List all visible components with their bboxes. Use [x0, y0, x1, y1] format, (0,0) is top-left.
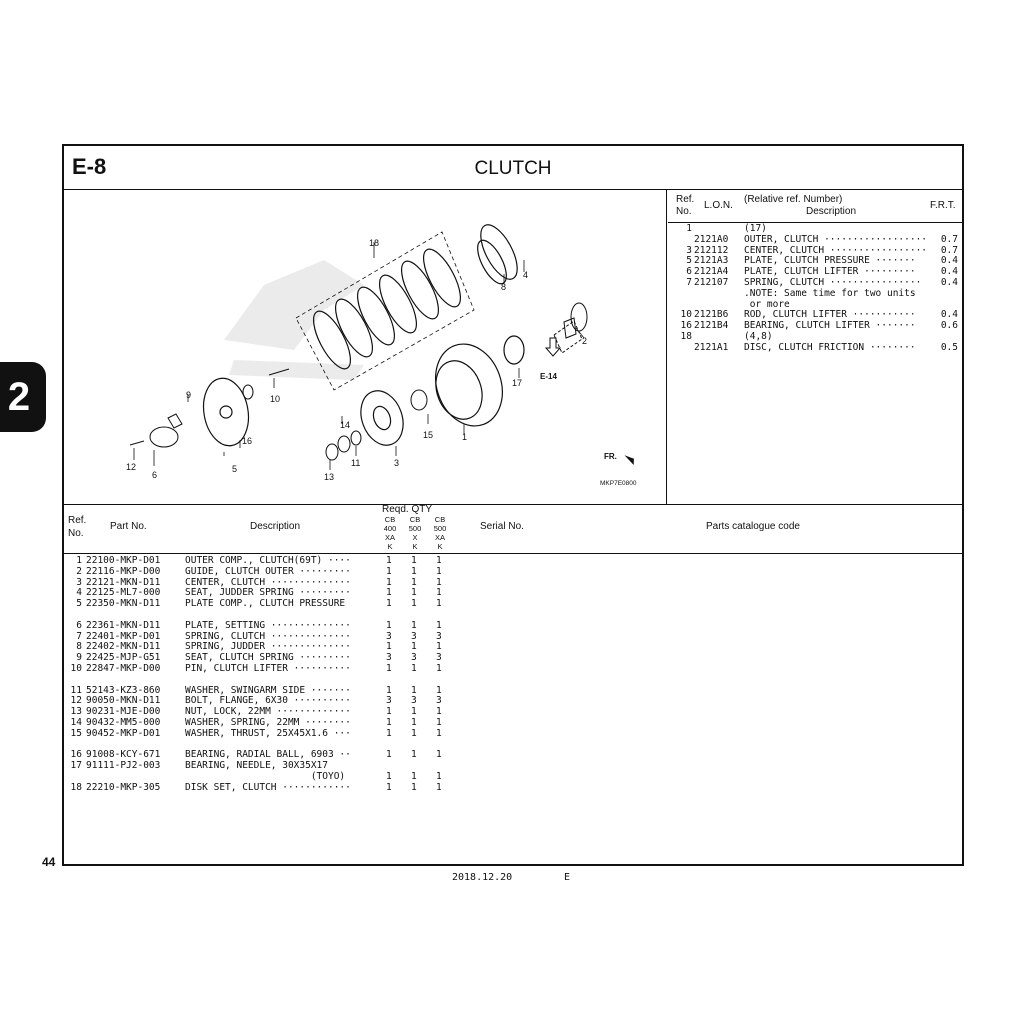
judder-spring-seat: [472, 219, 525, 287]
row-part-no: 22100-MKP-D01: [86, 555, 161, 566]
row-description: GUIDE, CLUTCH OUTER ·········: [185, 565, 351, 577]
parts-header-no: No.: [68, 528, 84, 539]
row-ref: 9: [76, 652, 82, 664]
exploded-diagram: [64, 190, 666, 504]
row-description: PIN, CLUTCH LIFTER ··········: [185, 663, 351, 674]
ref-arrow-e14: [546, 338, 560, 356]
row-qty-2: 1: [411, 684, 417, 696]
row-qty-3: 1: [436, 781, 442, 793]
footer-edition: E: [564, 872, 571, 883]
row-qty-1: 1: [386, 684, 392, 696]
row-qty-2: 1: [411, 565, 417, 577]
row-description: SPRING, CLUTCH ··············: [185, 630, 351, 642]
frt-ref: 7: [686, 277, 692, 288]
parts-header-divider: [64, 553, 962, 554]
frt-lon: 2121A3: [694, 255, 729, 267]
frt-ref: 18: [680, 331, 692, 342]
model-col-2-line-1: CB: [409, 515, 421, 524]
model-col-1-line-3: XA: [384, 533, 395, 542]
row-description: NUT, LOCK, 22MM ·············: [185, 706, 351, 718]
frt-value: 0.4: [940, 255, 958, 267]
model-col-3-line-4: K: [437, 542, 443, 551]
row-description: BEARING, RADIAL BALL, 6903 ··: [185, 749, 351, 761]
row-description: WASHER, SWINGARM SIDE ·······: [185, 684, 351, 696]
section-tab: 2: [0, 362, 46, 432]
row-qty-3: 1: [436, 565, 442, 577]
frt-value: 0.4: [940, 277, 958, 288]
frt-lon: 2121A0: [694, 233, 729, 245]
row-qty-1: 1: [386, 663, 392, 674]
row-ref: 13: [70, 706, 82, 718]
frt-description: (17): [744, 223, 767, 234]
parts-page-frame: [62, 144, 964, 866]
parts-header-part-no: Part No.: [110, 521, 147, 532]
row-qty-1: 1: [386, 598, 392, 610]
callout-1: 1: [462, 432, 468, 442]
row-ref: 18: [70, 781, 82, 793]
row-part-no: 22847-MKP-D00: [86, 663, 161, 674]
callout-18: 18: [369, 238, 380, 248]
leader-lines: [134, 242, 584, 470]
row-qty-1: 1: [386, 587, 392, 599]
row-qty-2: 1: [411, 555, 417, 566]
callout-14: 14: [340, 420, 351, 430]
row-qty-2: 1: [411, 641, 417, 653]
callout-3: 3: [394, 458, 400, 468]
row-part-no: 90050-MKN-D11: [86, 695, 161, 707]
row-part-no: 22402-MKN-D11: [86, 641, 161, 653]
row-ref: 15: [70, 727, 82, 739]
footer-date: 2018.12.20: [452, 872, 513, 883]
row-ref: 17: [70, 760, 82, 772]
row-qty-2: 1: [411, 706, 417, 718]
model-col-1-line-2: 400: [383, 524, 397, 533]
frt-description: ROD, CLUTCH LIFTER ···········: [744, 309, 916, 321]
callout-13: 13: [324, 472, 335, 482]
row-ref: 3: [76, 576, 82, 588]
row-qty-1: 1: [386, 771, 392, 782]
clutch-center: [354, 385, 411, 451]
callout-8: 8: [501, 282, 507, 292]
row-ref: 6: [76, 619, 82, 631]
diagram-divider: [666, 189, 667, 504]
row-description: SEAT, JUDDER SPRING ·········: [185, 587, 351, 599]
frt-header-no: No.: [676, 206, 692, 217]
parts-header-catalogue: Parts catalogue code: [706, 521, 800, 532]
row-qty-3: 1: [436, 663, 442, 674]
row-qty-3: 1: [436, 684, 442, 696]
row-description: SEAT, CLUTCH SPRING ·········: [185, 652, 351, 664]
row-qty-3: 3: [436, 630, 442, 642]
frt-description: or more: [744, 298, 790, 310]
row-ref: 12: [70, 695, 82, 707]
model-col-1-line-4: K: [387, 542, 393, 551]
row-qty-2: 1: [411, 587, 417, 599]
frt-header-description: Description: [806, 206, 857, 217]
frt-value: 0.7: [940, 244, 958, 256]
frt-description: DISC, CLUTCH FRICTION ········: [744, 341, 916, 353]
row-qty-1: 1: [386, 706, 392, 718]
page-title: CLUTCH: [474, 158, 552, 179]
row-part-no: 90432-MM5-000: [86, 717, 161, 728]
row-part-no: 22125-ML7-000: [86, 587, 161, 599]
frt-description: (4,8): [744, 331, 773, 342]
row-qty-2: 1: [411, 598, 417, 610]
frt-lon: 212107: [694, 277, 729, 288]
page-number: 44: [42, 855, 56, 869]
row-description: PLATE, SETTING ··············: [185, 619, 351, 631]
row-qty-3: 1: [436, 587, 442, 599]
model-col-1-line-1: CB: [384, 515, 396, 524]
frt-value: 0.4: [940, 309, 958, 321]
frt-description: PLATE, CLUTCH PRESSURE ·······: [744, 255, 916, 267]
row-qty-3: 1: [436, 619, 442, 631]
diagram-code: MKP7E0800: [600, 480, 637, 487]
row-qty-2: 1: [411, 576, 417, 588]
parts-header-ref: Ref.: [68, 515, 87, 526]
frt-header-ref: Ref.: [676, 194, 695, 205]
row-qty-2: 1: [411, 771, 417, 782]
row-qty-2: 1: [411, 663, 417, 674]
row-description: WASHER, SPRING, 22MM ········: [185, 717, 351, 728]
row-description: DISK SET, CLUTCH ············: [185, 781, 351, 793]
row-description: SPRING, JUDDER ··············: [185, 641, 351, 653]
frt-description: OUTER, CLUTCH ··················: [744, 233, 928, 245]
row-ref: 8: [76, 641, 82, 653]
row-part-no: 90452-MKP-D01: [86, 727, 161, 739]
row-part-no: 22361-MKN-D11: [86, 619, 161, 631]
row-qty-2: 1: [411, 727, 417, 739]
row-ref: 16: [70, 749, 82, 761]
frt-lon: 212112: [694, 244, 729, 256]
row-part-no: 90231-MJE-D00: [86, 706, 161, 718]
callout-2: 2: [582, 336, 588, 346]
row-qty-3: 1: [436, 598, 442, 610]
row-qty-1: 1: [386, 555, 392, 566]
row-part-no: 22121-MKN-D11: [86, 576, 161, 588]
row-description: OUTER COMP., CLUTCH(69T) ····: [185, 555, 351, 566]
row-qty-1: 1: [386, 576, 392, 588]
model-col-3-line-2: 500: [433, 524, 447, 533]
frt-value: 0.7: [940, 233, 958, 245]
row-description: (TOYO): [185, 771, 346, 782]
row-part-no: 22401-MKP-D01: [86, 630, 161, 642]
row-part-no: 22425-MJP-G51: [86, 652, 161, 664]
row-qty-2: 3: [411, 695, 417, 707]
row-ref: 11: [70, 684, 82, 696]
callout-4: 4: [523, 270, 529, 280]
frt-description: BEARING, CLUTCH LIFTER ·······: [744, 320, 916, 332]
frt-lon: 2121B6: [694, 309, 729, 321]
frt-description: SPRING, CLUTCH ················: [744, 277, 922, 288]
row-qty-1: 1: [386, 565, 392, 577]
row-description: WASHER, THRUST, 25X45X1.6 ···: [185, 727, 351, 739]
row-part-no: 22116-MKP-D00: [86, 565, 161, 577]
row-ref: 5: [76, 598, 82, 610]
callout-16: 16: [242, 436, 253, 446]
row-ref: 4: [76, 587, 82, 599]
frt-value: 0.6: [940, 320, 958, 332]
row-qty-2: 1: [411, 749, 417, 761]
row-qty-1: 1: [386, 781, 392, 793]
row-description: BEARING, NEEDLE, 30X35X17: [185, 760, 328, 772]
frt-header-relative: (Relative ref. Number): [744, 194, 843, 205]
row-qty-3: 1: [436, 717, 442, 728]
row-qty-1: 3: [386, 630, 392, 642]
frt-value: 0.4: [940, 266, 958, 278]
callout-11: 11: [351, 458, 361, 468]
frt-header-divider: [668, 222, 962, 223]
row-qty-3: 1: [436, 749, 442, 761]
row-part-no: 22210-MKP-305: [86, 781, 161, 793]
callout-17: 17: [512, 378, 523, 388]
row-qty-3: 1: [436, 555, 442, 566]
frt-description: CENTER, CLUTCH ·················: [744, 244, 928, 256]
row-qty-3: 3: [436, 695, 442, 707]
row-ref: 7: [76, 630, 82, 642]
row-part-no: 91008-KCY-671: [86, 749, 161, 761]
model-col-2-line-4: K: [412, 542, 418, 551]
row-description: PLATE COMP., CLUTCH PRESSURE: [185, 598, 346, 610]
row-ref: 2: [76, 565, 82, 577]
section-code: E-8: [72, 154, 107, 179]
callout-10: 10: [270, 394, 281, 404]
callout-15: 15: [423, 430, 434, 440]
row-qty-3: 3: [436, 652, 442, 664]
model-col-3-line-1: CB: [434, 515, 446, 524]
row-description: BOLT, FLANGE, 6X30 ··········: [185, 695, 351, 707]
brand-watermark: [224, 260, 364, 380]
row-part-no: 22350-MKN-D11: [86, 598, 161, 610]
frt-ref: 1: [686, 223, 692, 234]
frt-value: 0.5: [940, 341, 958, 353]
frt-header-lon: L.O.N.: [704, 200, 733, 211]
row-qty-1: 1: [386, 619, 392, 631]
row-qty-1: 1: [386, 641, 392, 653]
fr-label: FR.: [604, 452, 617, 461]
row-qty-1: 1: [386, 717, 392, 728]
ref-label-e14: E-14: [540, 372, 557, 381]
frt-ref: 6: [686, 266, 692, 278]
model-col-2-line-3: X: [412, 533, 418, 542]
row-qty-1: 1: [386, 727, 392, 739]
clutch-illustration: [64, 190, 666, 504]
row-part-no: 91111-PJ2-003: [86, 760, 161, 772]
frt-ref: 3: [686, 244, 692, 256]
row-qty-2: 1: [411, 717, 417, 728]
parts-header-description: Description: [250, 521, 301, 532]
row-ref: 10: [70, 663, 82, 674]
frt-lon: 2121A4: [694, 266, 729, 278]
row-qty-3: 1: [436, 641, 442, 653]
row-qty-3: 1: [436, 576, 442, 588]
row-qty-3: 1: [436, 727, 442, 739]
frt-ref: 16: [680, 320, 692, 332]
frt-description: .NOTE: Same time for two units: [744, 287, 916, 299]
row-qty-1: 3: [386, 695, 392, 707]
row-part-no: 52143-KZ3-860: [86, 684, 161, 696]
model-col-3-line-3: XA: [434, 533, 445, 542]
row-qty-2: 3: [411, 630, 417, 642]
callout-5: 5: [232, 464, 238, 474]
fr-arrow: [622, 455, 639, 466]
row-ref: 14: [70, 717, 82, 728]
parts-header-serial: Serial No.: [480, 521, 524, 532]
parts-header-reqd-qty: Reqd. QTY: [382, 504, 433, 515]
model-col-2-line-2: 500: [408, 524, 422, 533]
row-qty-3: 1: [436, 706, 442, 718]
upper-lower-divider: [64, 504, 962, 505]
row-qty-2: 3: [411, 652, 417, 664]
row-qty-1: 3: [386, 652, 392, 664]
clutch-outer: [425, 335, 524, 436]
row-qty-1: 1: [386, 749, 392, 761]
frt-lon: 2121B4: [694, 320, 729, 332]
callout-9: 9: [186, 390, 192, 400]
row-qty-2: 1: [411, 781, 417, 793]
frt-lon: 2121A1: [694, 341, 729, 353]
frt-header-frt: F.R.T.: [930, 200, 956, 211]
frt-ref: 5: [686, 255, 692, 267]
frt-description: PLATE, CLUTCH LIFTER ·········: [744, 266, 916, 278]
row-ref: 1: [76, 555, 82, 566]
callout-12: 12: [126, 462, 137, 472]
frt-ref: 10: [680, 309, 692, 321]
callout-6: 6: [152, 470, 158, 480]
row-description: CENTER, CLUTCH ··············: [185, 576, 351, 588]
row-qty-2: 1: [411, 619, 417, 631]
row-qty-3: 1: [436, 771, 442, 782]
